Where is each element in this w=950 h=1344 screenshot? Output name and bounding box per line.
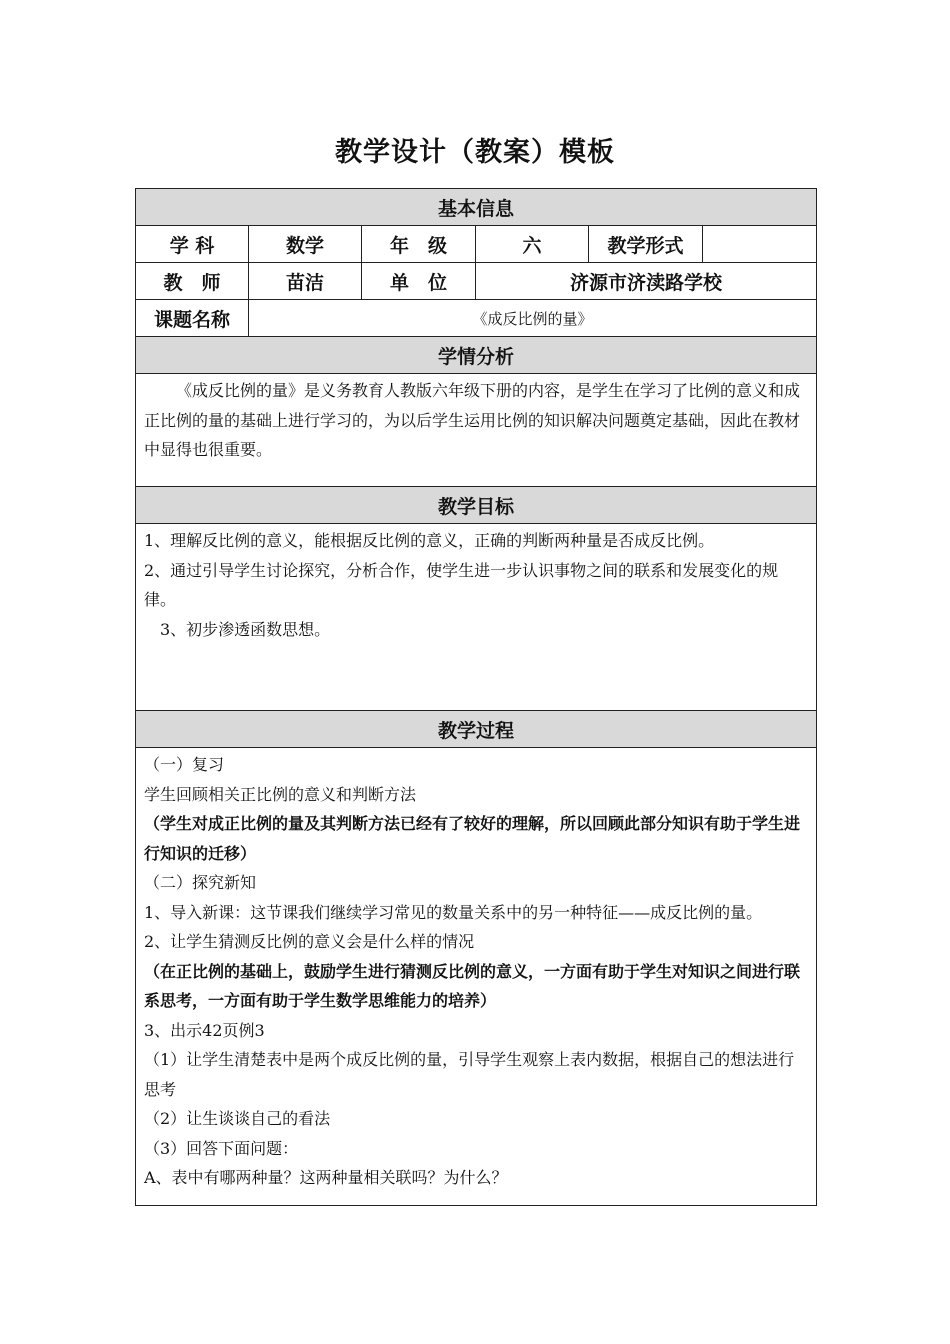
goal-item: 2、通过引导学生讨论探究，分析合作，使学生进一步认识事物之间的联系和发展变化的规律。: [144, 560, 779, 609]
page-title: 教学设计（教案）模板: [335, 137, 615, 168]
process-line: （2）让生谈谈自己的看法: [144, 1109, 331, 1128]
goals-body: [136, 524, 817, 711]
process-line: （二）探究新知: [144, 873, 257, 892]
grade-value: 六: [476, 226, 589, 263]
teacher-label: 教 师: [136, 263, 249, 300]
goals-header: 教学目标: [136, 487, 817, 524]
process-header: 教学过程: [136, 711, 817, 748]
analysis-text: 《成反比例的量》是义务教育人教版六年级下册的内容，是学生在学习了比例的意义和成正比例的量的基础上进行学习的，为以后学生运用比例的知识解决问题奠定基础，因此在教材中显得也很重要。: [144, 381, 801, 459]
subject-value: 数学: [249, 226, 362, 263]
unit-label: 单 位: [362, 263, 476, 300]
topic-label: 课题名称: [136, 300, 249, 337]
process-line: A、表中有哪两种量？这两种量相关联吗？为什么？: [144, 1168, 508, 1187]
goal-item: 3、初步渗透函数思想。: [160, 619, 331, 639]
process-line: 1、导入新课：这节课我们继续学习常见的数量关系中的另一种特征——成反比例的量。: [144, 902, 763, 922]
process-line: 2、让学生猜测反比例的意义会是什么样的情况: [144, 932, 475, 951]
goal-item: 1、理解反比例的意义，能根据反比例的意义，正确的判断两种量是否成反比例。: [144, 531, 715, 550]
process-body: [136, 748, 817, 1206]
unit-value: 济源市济渎路学校: [476, 263, 817, 300]
teacher-value: 苗洁: [249, 263, 362, 300]
lesson-plan-table: [135, 188, 816, 1206]
topic-value: 《成反比例的量》: [249, 300, 817, 337]
subject-label: 学 科: [136, 226, 249, 263]
basic-info-header: 基本信息: [136, 189, 817, 226]
process-note: （在正比例的基础上，鼓励学生进行猜测反比例的意义，一方面有助于学生对知识之间进行联系思考，一方面有助于学生数学思维能力的培养）: [144, 961, 801, 1010]
form-value: [703, 226, 817, 263]
process-line: （1）让学生清楚表中是两个成反比例的量，引导学生观察上表内数据，根据自己的想法进行思考: [144, 1050, 795, 1099]
process-line: 学生回顾相关正比例的意义和判断方法: [144, 784, 417, 804]
process-line: （3）回答下面问题：: [144, 1138, 299, 1158]
process-line: 3、出示42页例3: [144, 1020, 265, 1040]
analysis-header: 学情分析: [136, 337, 817, 374]
grade-label: 年 级: [362, 226, 476, 263]
analysis-body: [136, 374, 817, 487]
form-label: 教学形式: [589, 226, 703, 263]
process-line: （一）复习: [144, 755, 225, 774]
process-note: （学生对成正比例的量及其判断方法已经有了较好的理解，所以回顾此部分知识有助于学生进行知识的迁移）: [144, 814, 801, 863]
